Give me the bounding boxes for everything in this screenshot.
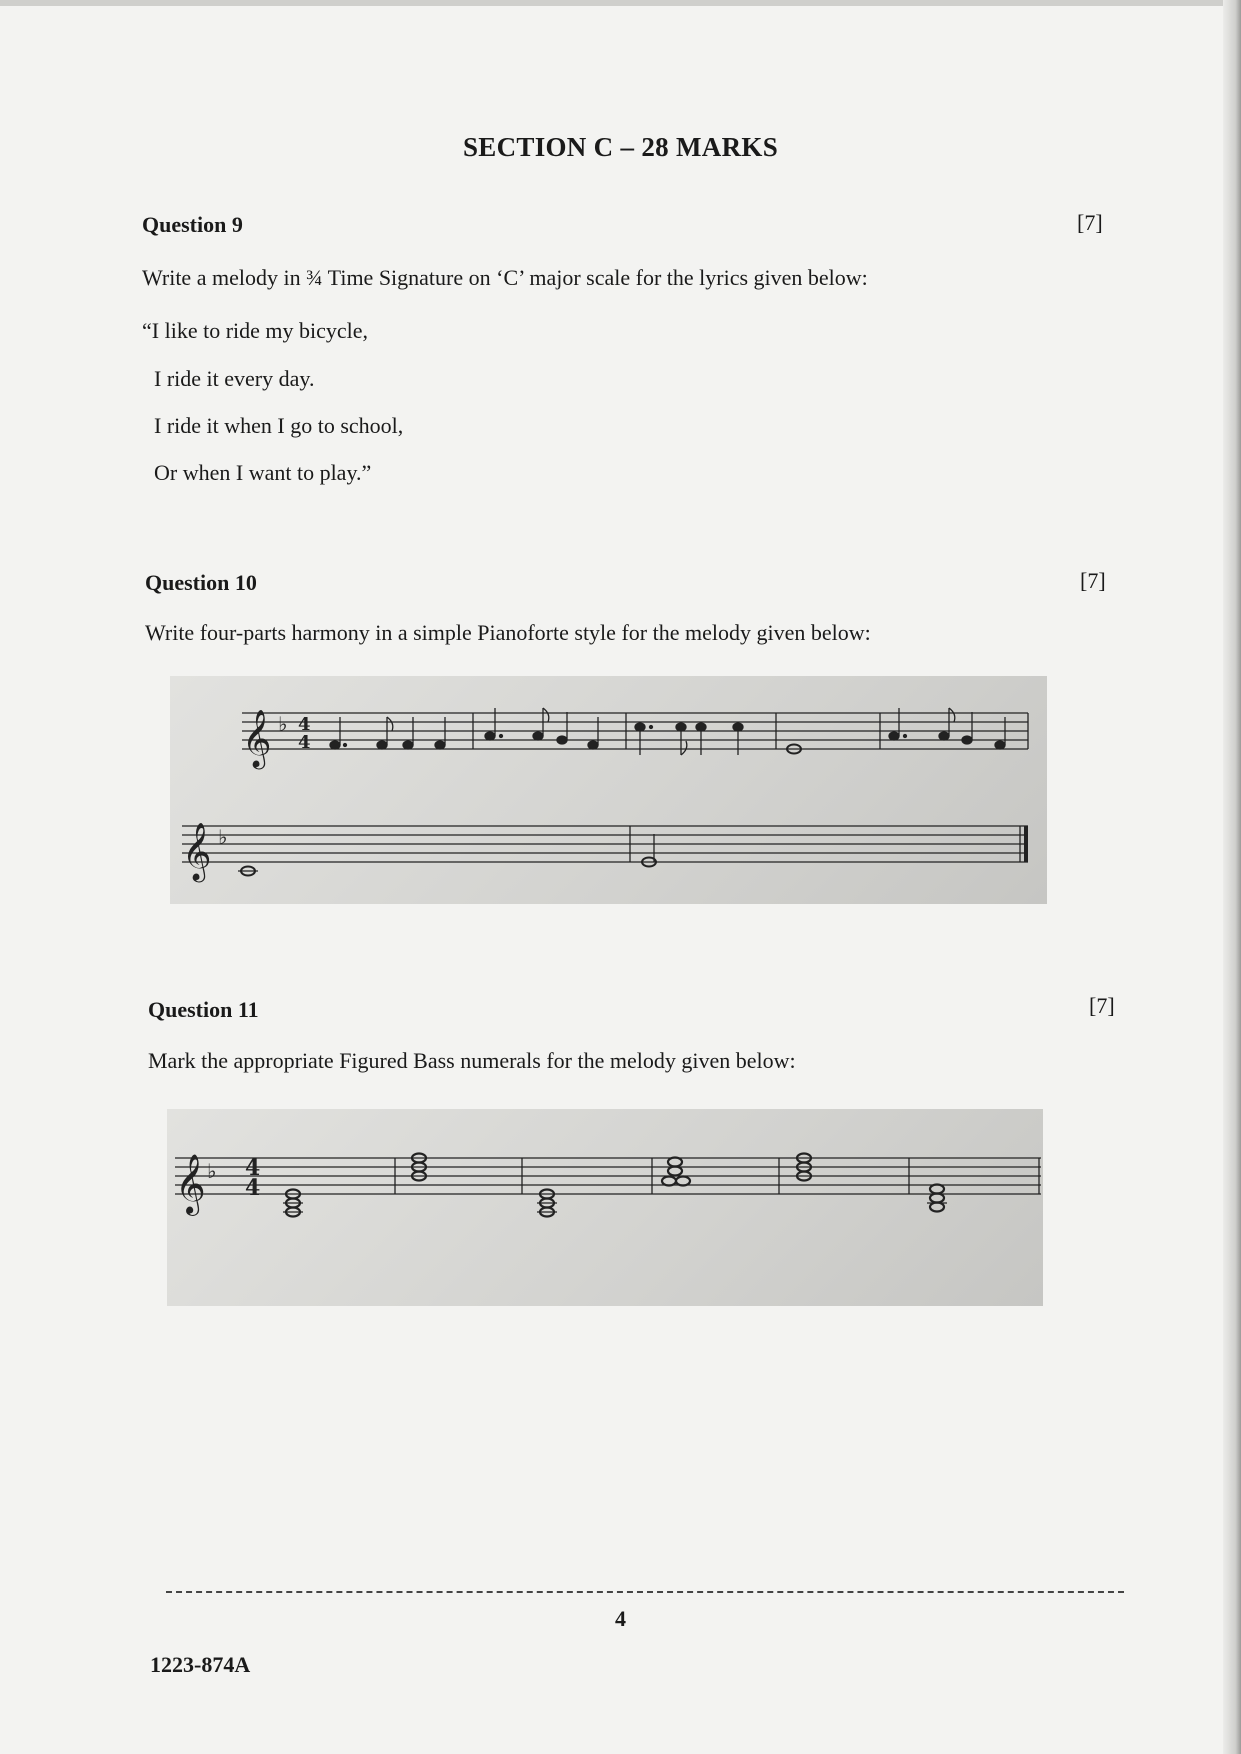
svg-text:4: 4 [298,732,311,753]
question-11-marks: [7] [1089,993,1115,1018]
svg-text:4: 4 [298,714,311,735]
svg-text:4: 4 [245,1175,261,1201]
question-11-staff-notation [167,1109,1043,1306]
svg-text:𝄞: 𝄞 [242,709,272,767]
page-right-edge [1223,0,1241,1754]
svg-text:♭: ♭ [207,1159,217,1183]
question-11-heading: Question 11 [148,997,259,1022]
question-9-text: Write a melody in ¾ Time Signature on ‘C’ major scale for the lyrics given below: [142,265,868,290]
lyric-line-4: Or when I want to play.” [154,460,372,485]
question-9-heading: Question 9 [142,212,243,237]
lyric-line-1: “I like to ride my bicycle, [142,318,369,343]
document-code: 1223-874A [150,1652,251,1677]
question-10-text: Write four-parts harmony in a simple Pianoforte style for the melody given below: [145,620,871,645]
question-10-marks: [7] [1080,568,1106,593]
question-11-text: Mark the appropriate Figured Bass numerals for the melody given below: [148,1048,796,1073]
lyric-line-3: I ride it when I go to school, [154,413,404,438]
svg-text:4: 4 [245,1155,261,1181]
svg-text:𝄞: 𝄞 [175,1154,206,1214]
section-title: SECTION C – 28 MARKS [462,132,779,162]
page-top-edge [0,0,1241,6]
question-10-score [170,676,1047,904]
footer-rule [166,1591,1124,1593]
page-number: 4 [615,1606,626,1631]
svg-text:♭: ♭ [218,825,228,849]
svg-text:𝄞: 𝄞 [182,822,212,880]
svg-text:♭: ♭ [278,712,288,736]
lyric-line-2: I ride it every day. [154,366,315,391]
question-11-score [167,1109,1043,1306]
question-10-heading: Question 10 [145,570,257,595]
question-9-marks: [7] [1077,210,1103,235]
question-10-staff-notation [170,676,1047,904]
